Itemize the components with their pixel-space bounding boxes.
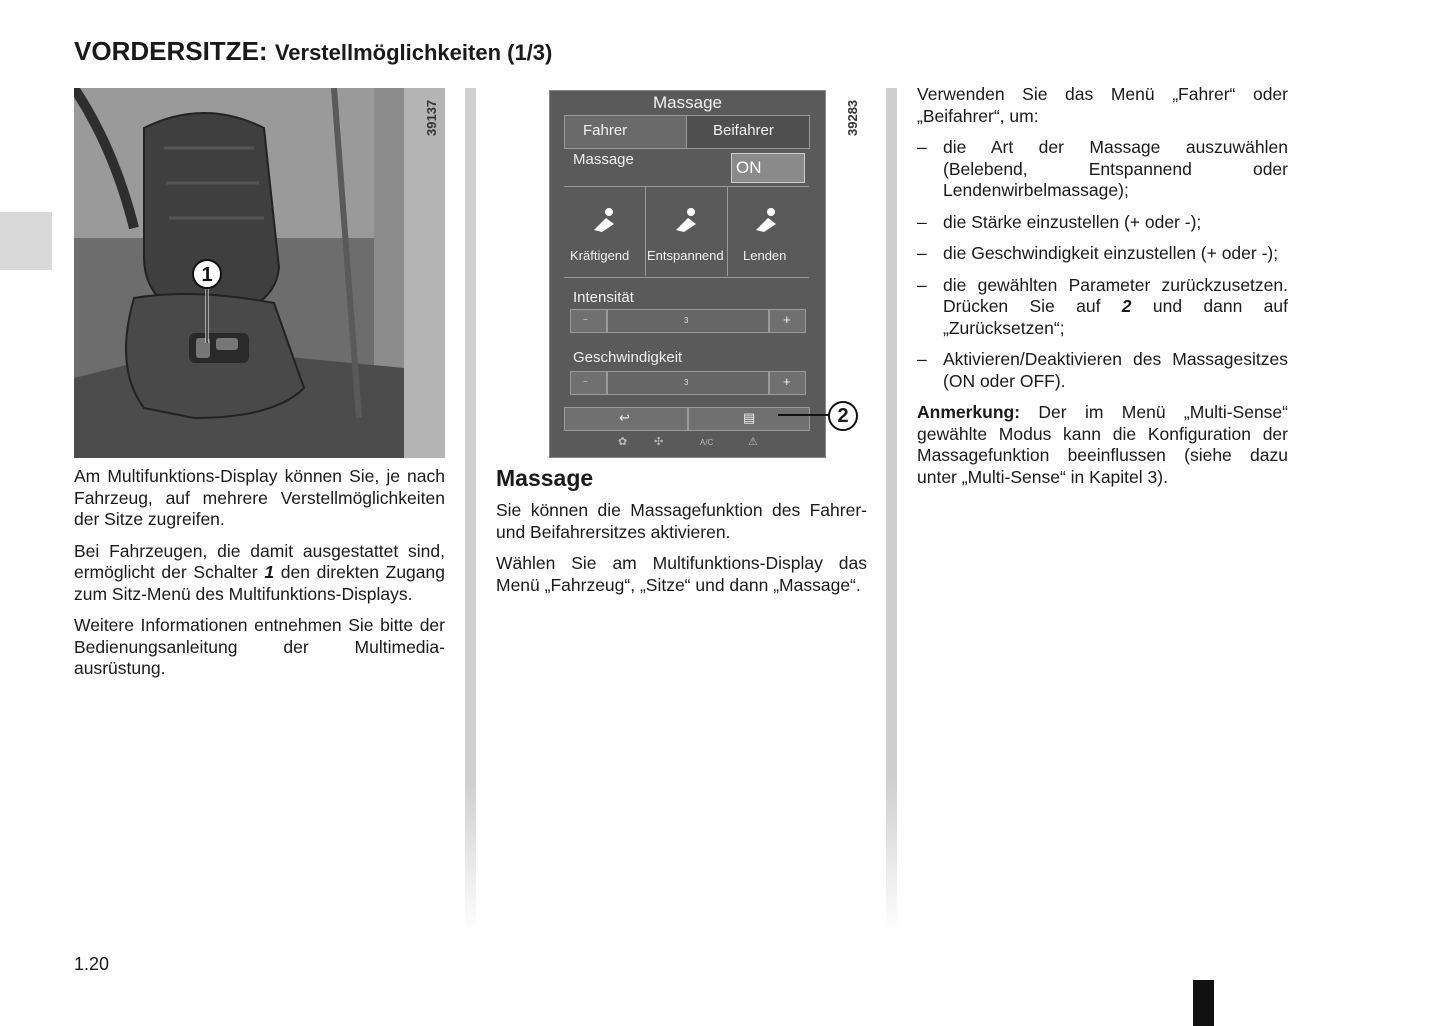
- ac-label: A/C: [700, 438, 714, 447]
- seat-photo: [74, 88, 445, 458]
- list-item: – die Stärke einzustellen (+ oder -);: [917, 212, 1288, 234]
- text-run: die gewählten Parameter zurückzusetzen. Drücken Sie auf: [943, 274, 1288, 316]
- chapter-tab: [0, 212, 52, 270]
- intensity-slider[interactable]: [607, 309, 769, 333]
- reference-2: 2: [1121, 296, 1132, 316]
- mode-kraeftigend[interactable]: [564, 186, 645, 276]
- intensity-minus-button[interactable]: [570, 309, 607, 333]
- toggle-label: ON: [736, 158, 762, 177]
- note-label: Anmerkung:: [917, 402, 1021, 422]
- list-item: – die Art der Massage auszuwählen (Belebend, Entspannend oder Lendenwirbelmassage);: [917, 137, 1288, 202]
- paragraph: Sie können die Massagefunktion des Fahrer- und Beifahrersitzes aktivieren.: [496, 500, 867, 542]
- column-2: [496, 500, 867, 606]
- speed-label: Geschwindigkeit: [573, 349, 683, 366]
- mode-lenden[interactable]: [726, 186, 809, 276]
- massage-screen: [549, 90, 826, 458]
- note: [917, 402, 1288, 488]
- list-icon: ▤: [743, 410, 756, 425]
- mode-label: Kräftigend: [570, 248, 630, 263]
- page-marker: [1193, 980, 1214, 1026]
- reference-1: 1: [264, 562, 275, 582]
- menu-button[interactable]: [688, 407, 810, 431]
- speed-slider[interactable]: [607, 371, 769, 395]
- title-sub: Verstellmöglichkeiten (1/3): [274, 40, 553, 65]
- text-run: und dann auf „Zurücksetzen“;: [943, 296, 1288, 338]
- fan-icon: ✣: [654, 436, 664, 448]
- list-item: [917, 275, 1288, 340]
- list-item: – Aktivieren/Deaktivieren des Massagesitzes (ON oder OFF).: [917, 349, 1288, 392]
- figure1-ref: 39137: [424, 99, 439, 136]
- intensity-plus-button[interactable]: [769, 309, 806, 333]
- column-divider: [886, 88, 897, 933]
- minus-label: −: [583, 315, 588, 324]
- screen-title: Massage: [653, 93, 722, 112]
- tab-fahrer[interactable]: [564, 115, 688, 149]
- mode-label: Lenden: [743, 248, 787, 263]
- callout-2: 2: [828, 401, 858, 431]
- plus-label: +: [783, 374, 791, 389]
- speed-minus-button[interactable]: [570, 371, 607, 395]
- paragraph: [74, 541, 445, 606]
- speed-plus-button[interactable]: [769, 371, 806, 395]
- seat-massage-icon: [590, 204, 620, 234]
- list-item: – die Geschwindigkeit einzustellen (+ oder -);: [917, 243, 1288, 265]
- note-text: Der im Menü „Multi-Sense“ gewählte Modus kann die Konfiguration der Massagefunktion beeinflussen (siehe dazu unter „Multi-Sense“ in Kapitel 3).: [917, 402, 1288, 487]
- massage-label: Massage: [573, 151, 634, 168]
- callout-line: [778, 414, 830, 416]
- seat-lumbar-icon: [752, 204, 782, 234]
- back-icon: ↩: [619, 410, 630, 425]
- option-list: [917, 137, 1288, 392]
- mode-label: Entspannend: [647, 248, 724, 263]
- callout-1: 1: [201, 264, 213, 286]
- page-number: 1.20: [74, 954, 110, 974]
- paragraph: Wählen Sie am Multifunktions-Display das Menü „Fahrzeug“, „Sitze“ und dann „Massage“.: [496, 553, 867, 595]
- section-heading: [496, 465, 593, 492]
- seat-relax-icon: [672, 204, 702, 234]
- climate-icon: ✿: [618, 436, 628, 448]
- tab-beifahrer-label: Beifahrer: [713, 122, 774, 139]
- back-button[interactable]: [564, 407, 688, 431]
- paragraph: Verwenden Sie das Menü „Fahrer“ oder „Beifahrer“, um:: [917, 84, 1288, 126]
- page-title: [74, 36, 552, 67]
- minus-label: −: [583, 377, 588, 386]
- heading-massage: Massage: [496, 465, 594, 491]
- defrost-icon: ⚠: [748, 436, 758, 448]
- mode-entspannend[interactable]: [645, 186, 728, 276]
- massage-toggle[interactable]: [731, 153, 805, 183]
- intensity-label: Intensität: [573, 289, 634, 306]
- plus-label: +: [783, 312, 791, 327]
- paragraph: Am Multifunktions-Display können Sie, je nach Fahrzeug, auf mehrere Verstellmöglichkeiten der Sitze zugreifen.: [74, 466, 445, 529]
- tab-beifahrer[interactable]: [686, 115, 810, 149]
- column-divider: [465, 88, 476, 933]
- figure2-ref: 39283: [845, 99, 860, 136]
- title-main: VORDERSITZE:: [74, 36, 268, 66]
- column-1: [74, 466, 445, 690]
- column-3: [917, 84, 1288, 498]
- paragraph: Weitere Informationen entnehmen Sie bitte der Bedienungsanleitung der Multimedia-ausrüstung.: [74, 615, 445, 678]
- intensity-value: 3: [684, 316, 689, 325]
- text-run: den direkten Zugang zum Sitz-Menü des Multifunktions-Displays.: [74, 562, 445, 604]
- text-run: Bei Fahrzeugen, die damit ausgestattet sind, ermöglicht der Schalter: [74, 540, 445, 582]
- speed-value: 3: [684, 378, 689, 387]
- tab-fahrer-label: Fahrer: [583, 122, 628, 139]
